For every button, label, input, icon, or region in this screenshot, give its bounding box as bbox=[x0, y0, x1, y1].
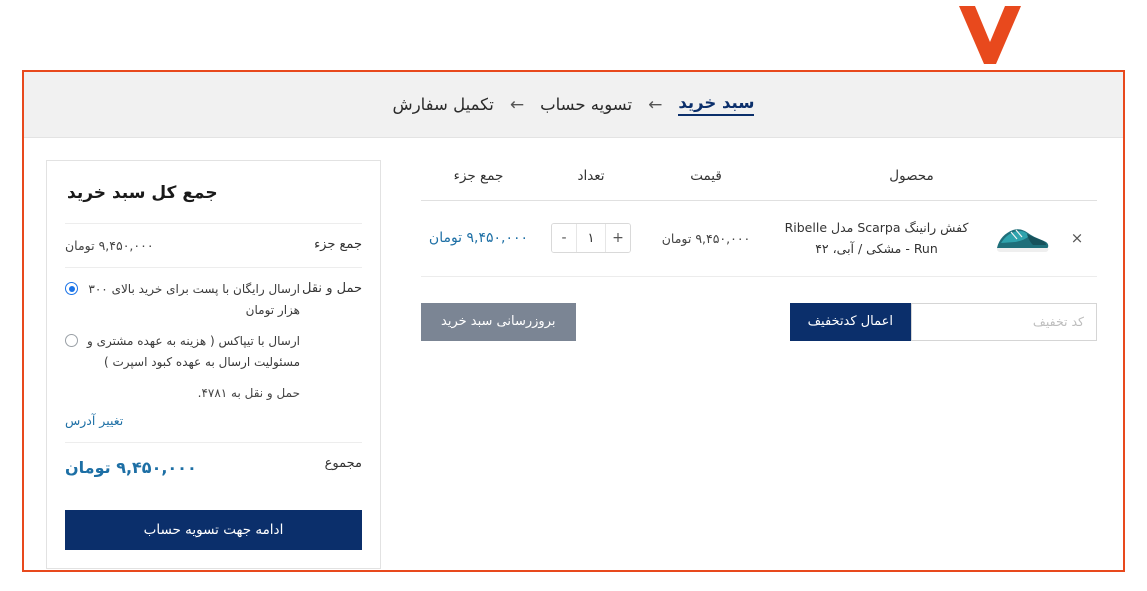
header-subtotal: جمع جزء bbox=[421, 160, 536, 201]
page-frame bbox=[22, 70, 1125, 572]
annotation-chevron-down-icon bbox=[955, 4, 1025, 66]
subtotal-row bbox=[65, 223, 362, 267]
cart-table-body bbox=[421, 201, 1097, 277]
cart-table-head bbox=[421, 160, 1097, 201]
breadcrumb-separator-2: ← bbox=[509, 94, 525, 115]
cart-table-section bbox=[403, 138, 1123, 572]
shipping-radio-tipax[interactable] bbox=[65, 334, 78, 347]
cart-page-content bbox=[24, 138, 1123, 572]
table-row bbox=[421, 201, 1097, 277]
product-subtotal: ۹,۴۵۰,۰۰۰ تومان bbox=[421, 201, 536, 277]
quantity-value[interactable]: ۱ bbox=[576, 224, 606, 252]
proceed-to-checkout-button[interactable]: ادامه جهت تسویه حساب bbox=[65, 510, 362, 550]
shipping-option-tipax[interactable] bbox=[65, 331, 300, 373]
quantity-decrease-button[interactable]: - bbox=[552, 224, 576, 252]
cart-totals-card bbox=[46, 160, 381, 569]
header-quantity: تعداد bbox=[536, 160, 646, 201]
breadcrumb-item-checkout[interactable]: تسویه حساب bbox=[540, 95, 633, 114]
update-cart-button[interactable]: بروزرسانی سبد خرید bbox=[421, 303, 576, 341]
header-remove bbox=[1057, 160, 1097, 201]
quantity-cell bbox=[536, 201, 646, 277]
shipping-destination-note: حمل و نقل به ۴۷۸۱. bbox=[197, 386, 300, 401]
cart-totals-title: جمع کل سبد خرید bbox=[67, 183, 218, 203]
cart-header-row bbox=[421, 160, 1097, 201]
product-thumbnail-cell bbox=[987, 201, 1057, 277]
cart-actions-row bbox=[421, 303, 1097, 341]
subtotal-value: ۹,۴۵۰,۰۰۰ تومان bbox=[65, 238, 154, 253]
remove-item-button[interactable]: × bbox=[1057, 201, 1097, 277]
apply-coupon-button[interactable]: اعمال کدتخفیف bbox=[790, 303, 911, 341]
total-label: مجموع bbox=[324, 455, 362, 471]
subtotal-label: جمع جزء bbox=[314, 237, 362, 252]
quantity-stepper[interactable] bbox=[551, 223, 631, 253]
product-price: ۹,۴۵۰,۰۰۰ تومان bbox=[646, 201, 766, 277]
shipping-label: حمل و نقل bbox=[302, 281, 362, 297]
shipping-radio-free[interactable] bbox=[65, 282, 78, 295]
coupon-group bbox=[790, 303, 1097, 341]
cart-table bbox=[421, 160, 1097, 277]
change-address-link[interactable]: تغییر آدرس bbox=[65, 412, 124, 428]
breadcrumb bbox=[24, 72, 1123, 138]
running-shoe-image bbox=[993, 217, 1051, 259]
total-value: ۹,۴۵۰,۰۰۰ تومان bbox=[65, 457, 197, 477]
header-product: محصول bbox=[766, 160, 1057, 201]
shipping-option-free-label: ارسال رایگان با پست برای خرید بالای ۳۰۰ هزار تومان bbox=[88, 282, 300, 318]
breadcrumb-item-cart[interactable]: سبد خرید bbox=[678, 93, 754, 116]
shipping-options bbox=[65, 279, 300, 431]
product-title[interactable]: کفش رانینگ Scarpa مدل Ribelle Run - مشکی / آبی، ۴۲ bbox=[766, 201, 987, 277]
header-price: قیمت bbox=[646, 160, 766, 201]
cart-totals-section bbox=[24, 138, 403, 572]
shipping-option-free[interactable] bbox=[65, 279, 300, 321]
shipping-row bbox=[65, 267, 362, 442]
breadcrumb-separator-1: ← bbox=[648, 94, 663, 115]
total-row bbox=[65, 442, 362, 492]
breadcrumb-item-complete[interactable]: تکمیل سفارش bbox=[392, 95, 494, 114]
shipping-option-tipax-label: ارسال با تیپاکس ( هزینه به عهده مشتری و مسئولیت ارسال به عهده کبود اسپرت ) bbox=[87, 334, 300, 370]
quantity-increase-button[interactable]: + bbox=[606, 224, 630, 252]
coupon-input[interactable] bbox=[911, 303, 1097, 341]
